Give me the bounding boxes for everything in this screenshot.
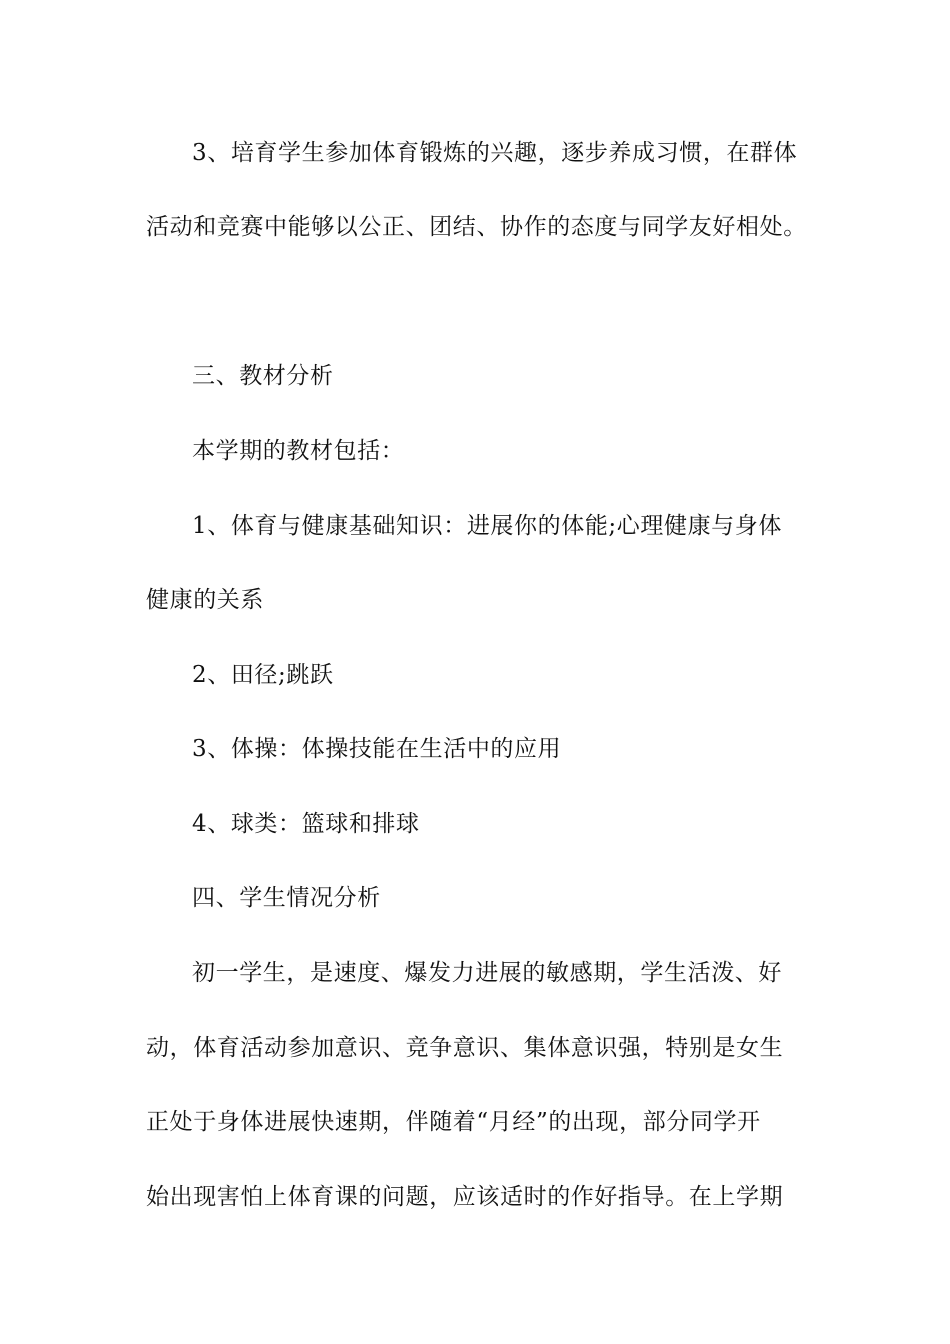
section-heading: 三、教材分析 xyxy=(192,363,334,389)
section-heading: 四、学生情况分析 xyxy=(192,885,381,911)
list-item: 4、球类：篮球和排球 xyxy=(192,811,420,837)
list-item: 3、体操：体操技能在生活中的应用 xyxy=(192,736,562,762)
paragraph-line: 本学期的教材包括： xyxy=(192,438,405,464)
paragraph-line: 初一学生，是速度、爆发力进展的敏感期，学生活泼、好 xyxy=(192,960,782,986)
paragraph-line: 始出现害怕上体育课的问题，应该适时的作好指导。在上学期 xyxy=(146,1184,784,1210)
paragraph-line: 3、培育学生参加体育锻炼的兴趣，逐步养成习惯，在群体 xyxy=(192,140,798,166)
list-item-continuation: 健康的关系 xyxy=(146,587,264,613)
paragraph-line: 活动和竞赛中能够以公正、团结、协作的态度与同学友好相处。 xyxy=(146,214,807,240)
paragraph-line: 正处于身体进展快速期，伴随着“月经”的出现，部分同学开 xyxy=(146,1109,761,1135)
list-item: 1、体育与健康基础知识：进展你的体能;心理健康与身体 xyxy=(192,513,782,539)
list-item: 2、田径;跳跃 xyxy=(192,662,334,688)
paragraph-line: 动，体育活动参加意识、竞争意识、集体意识强，特别是女生 xyxy=(146,1035,784,1061)
